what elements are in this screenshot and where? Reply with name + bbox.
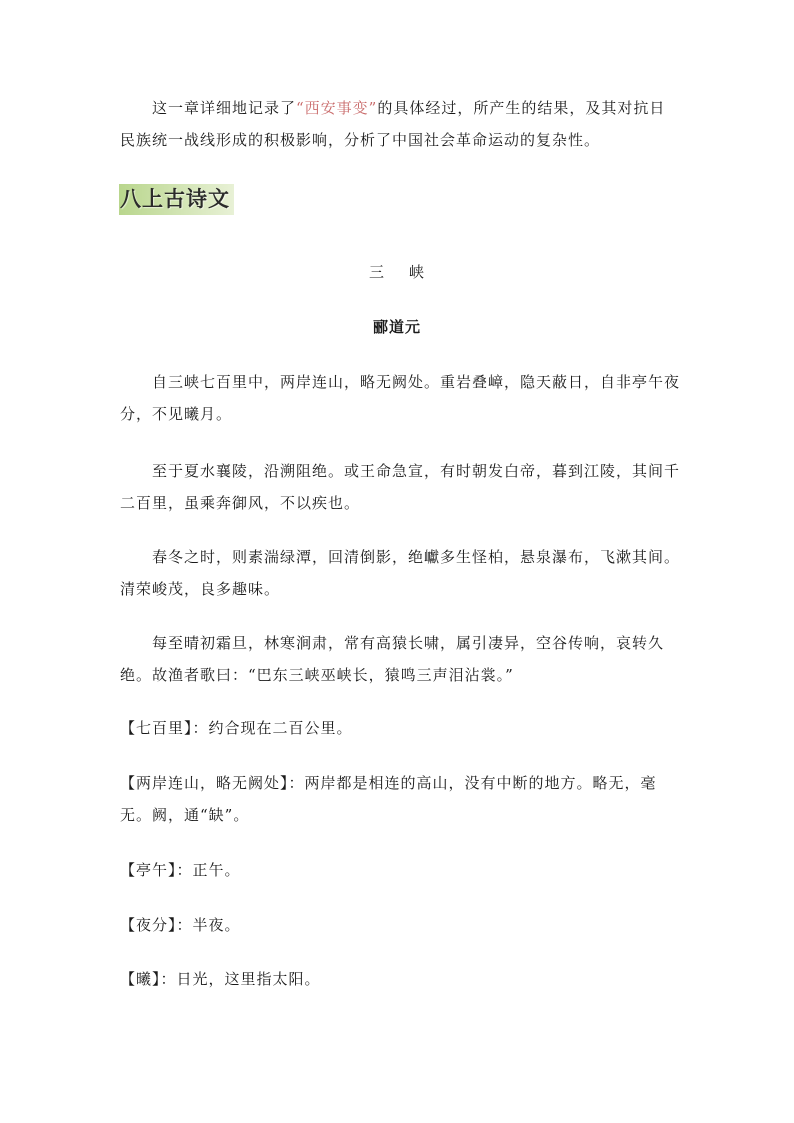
poem-author: 郦道元 — [372, 318, 421, 336]
poem-paragraph-4: 每至晴初霜旦，林寒涧肃，常有高猿长啸，属引凄异，空谷传响，哀转久绝。故渔者歌曰：“巴东三峡巫峡长，猿鸣三声泪沾裳。” — [120, 634, 665, 684]
note-liangan: 【两岸连山，略无阙处】：两岸都是相连的高山，没有中断的地方。略无，毫无。阙，通“缺”。 — [120, 774, 657, 824]
intro-text-part1: 这一章详细地记录了 — [152, 99, 297, 117]
poem-paragraph-1: 自三峡七百里中，两岸连山，略无阙处。重岩叠嶂，隐天蔽日，自非亭午夜分，不见曦月。 — [120, 373, 681, 423]
section-heading: 八上古诗文 — [119, 184, 234, 215]
poem-title-char-1: 三 — [368, 263, 385, 281]
note-qibaili: 【七百里】：约合现在二百公里。 — [120, 719, 353, 737]
note-tingwu: 【亭午】：正午。 — [120, 861, 241, 879]
poem-paragraph-3: 春冬之时，则素湍绿潭，回清倒影，绝巘多生怪柏，悬泉瀑布，飞漱其间。清荣峻茂，良多趣味。 — [120, 548, 681, 598]
poem-paragraph-2: 至于夏水襄陵，沿溯阻绝。或王命急宣，有时朝发白帝，暮到江陵，其间千二百里，虽乘奔御风，不以疾也。 — [120, 462, 681, 512]
intro-paragraph — [120, 92, 680, 156]
intro-highlight: “西安事变” — [296, 99, 378, 117]
intro-text-part2: 的具体经过，所产生的结果，及其对抗日民族统一战线形成的积极影响，分析了中国社会革命运动的复杂性。 — [120, 99, 666, 149]
poem-title — [0, 258, 794, 286]
note-yefen: 【夜分】：半夜。 — [120, 916, 241, 934]
note-xi: 【曦】：日光，这里指太阳。 — [120, 970, 321, 988]
poem-title-char-2: 峡 — [409, 263, 426, 281]
